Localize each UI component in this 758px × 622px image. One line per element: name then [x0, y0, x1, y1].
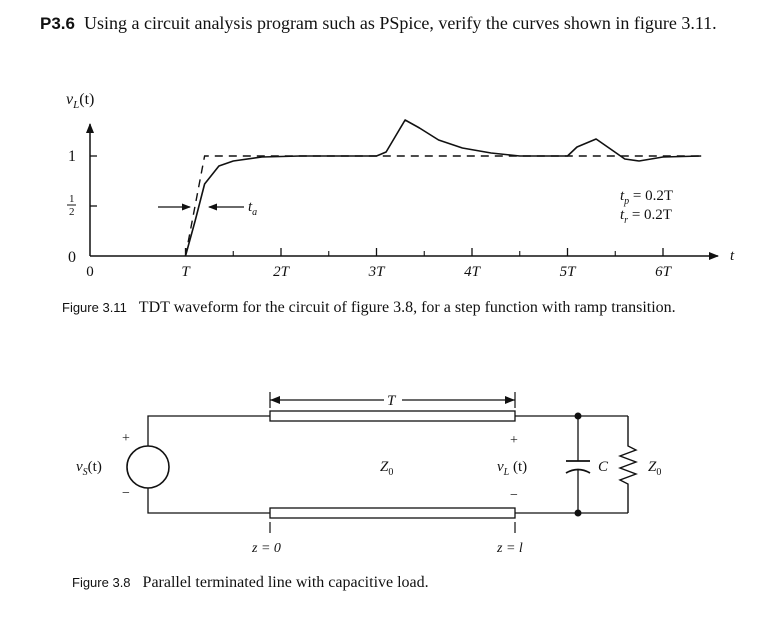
- resistor-label: $Z_0$: [648, 459, 662, 478]
- x-tick-label-4: 4T: [464, 264, 480, 280]
- problem-text: Using a circuit analysis program such as PSpice, verify the curves shown in figure 3.11.: [83, 13, 717, 33]
- figure-3-11-label: Figure 3.11: [62, 300, 127, 315]
- tp-annotation: $t_p = 0.2T$: [620, 188, 674, 207]
- y-tick-label-1: 1: [68, 148, 76, 165]
- figure-3-8-text: Parallel terminated line with capacitive load.: [142, 574, 429, 591]
- figure-3-11-text: TDT waveform for the circuit of figure 3.8, for a step function with ramp transition.: [138, 299, 676, 316]
- y-axis-label: $v_L(t)$: [66, 91, 95, 111]
- waveform-chart: [66, 91, 735, 280]
- x-axis-label: t: [730, 248, 735, 264]
- x-tick-label-2: 2T: [273, 264, 289, 280]
- capacitor: [566, 416, 590, 513]
- source-minus: −: [122, 486, 130, 501]
- capacitor-label: C: [598, 459, 609, 475]
- load-voltage-label: $v_L$ (t): [497, 459, 528, 478]
- y-tick-label-0: 0: [68, 249, 76, 266]
- lower-conductor: [270, 508, 515, 518]
- figure-3-8-label: Figure 3.8: [72, 575, 131, 590]
- problem-number: P3.6: [40, 14, 75, 33]
- source-top-wire: [148, 416, 270, 446]
- tr-annotation: $t_r = 0.2T$: [620, 207, 672, 226]
- figure-3-8-caption: [72, 573, 672, 592]
- voltage-source: [127, 446, 169, 488]
- circuit-diagram: [76, 392, 661, 556]
- delay-label: T: [387, 393, 396, 409]
- x-tick-label-3: 3T: [368, 264, 385, 280]
- x-ticks: [86, 248, 672, 280]
- source-label: $v_S(t)$: [76, 459, 102, 478]
- source-plus: +: [122, 431, 130, 446]
- figure-3-11-caption: [62, 298, 752, 317]
- load-resistor: [620, 416, 636, 513]
- y-tick-label-half: [67, 193, 76, 218]
- load-plus: +: [510, 433, 518, 448]
- upper-conductor: [270, 411, 515, 421]
- svg-text:1: 1: [69, 193, 75, 205]
- line-impedance-label: $Z_0$: [380, 459, 394, 478]
- z-start-label: z = 0: [252, 541, 281, 556]
- ta-label: $t_a$: [248, 199, 258, 218]
- x-tick-label-1: T: [181, 264, 190, 280]
- source-bottom-wire: [148, 488, 270, 513]
- x-tick-label-6: 6T: [655, 264, 671, 280]
- load-minus: −: [510, 488, 518, 503]
- x-tick-label-0: 0: [86, 264, 94, 280]
- x-tick-label-5: 5T: [559, 264, 576, 280]
- svg-text:2: 2: [69, 206, 75, 218]
- z-end-label: z = l: [497, 541, 523, 556]
